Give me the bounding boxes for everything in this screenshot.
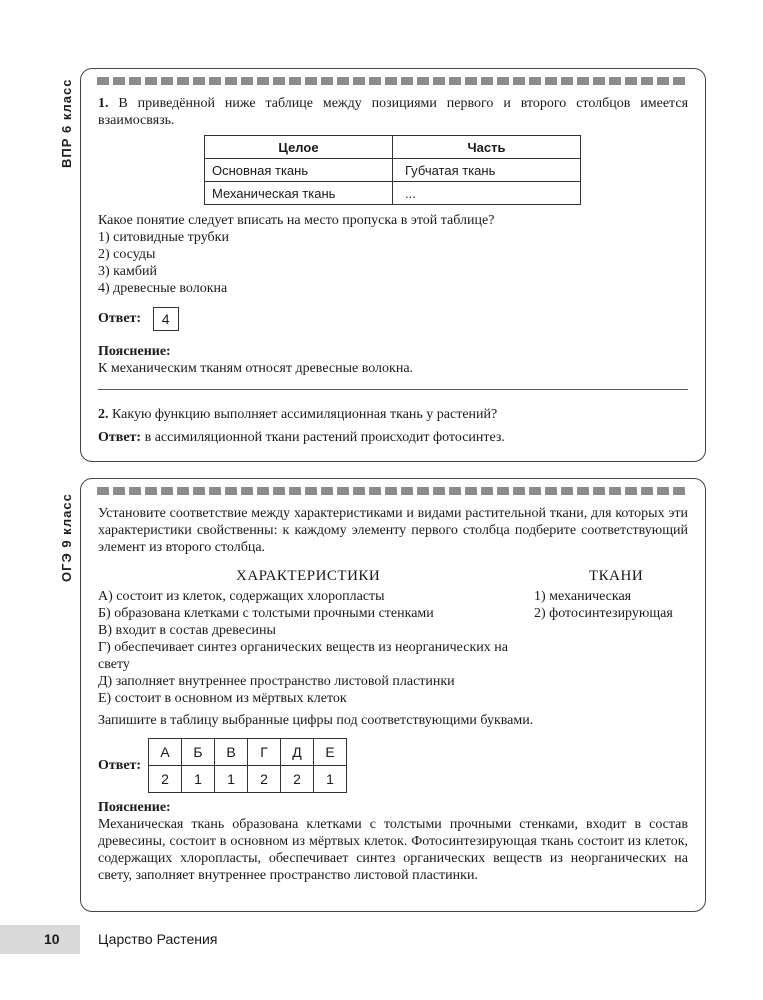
- task1-table: [204, 135, 581, 205]
- task3-answer-letter: Б: [182, 739, 215, 766]
- task1-option: 3) камбий: [98, 264, 157, 279]
- task-card-oge: [80, 478, 706, 912]
- page-number: 10: [44, 931, 60, 947]
- task3-characteristic: А) состоит из клеток, содержащих хлоропласты: [98, 589, 385, 604]
- task1-question-text: В приведённой ниже таблице между позициями первого и второго столбцов имеется взаимосвязь.: [98, 96, 689, 128]
- task3-characteristics-list: [98, 588, 508, 707]
- task3-tissue: 1) механическая: [534, 589, 632, 604]
- task1-table-cell: Механическая ткань: [205, 182, 393, 205]
- task1-table-cell: Основная ткань: [205, 159, 393, 182]
- task3-answer-letter: Г: [248, 739, 281, 766]
- task2-answer: [98, 429, 688, 446]
- task2-answer-text: в ассимиляционной ткани растений происходит фотосинтез.: [144, 430, 505, 445]
- task3-answer-letter: Д: [281, 739, 314, 766]
- task1-option: 1) ситовидные трубки: [98, 230, 229, 245]
- task1-explanation: К механическим тканям относят древесные волокна.: [98, 361, 414, 376]
- task1-table-header-whole: Целое: [205, 136, 393, 159]
- task3-tissue: 2) фотосинтезирующая: [534, 606, 673, 621]
- task1-answer-box: 4: [153, 307, 179, 331]
- task3-explanation: Механическая ткань образована клетками с толстыми прочными стенками, входит в состав древесины, состоит в основном из мёртвых клеток. Фотосинтезирующая ткань состоит из клеток, содержащих хлоропласты, обеспечивает синтез органических веществ из неорганических на свету, заполняет внутреннее пространство листовой пластинки.: [98, 817, 688, 883]
- task3-col1-title: ХАРАКТЕРИСТИКИ: [236, 568, 381, 584]
- task3-answer-digit: 2: [281, 766, 314, 793]
- dashed-header-decoration: [97, 77, 689, 85]
- side-label-vpr: ВПР 6 класс: [59, 78, 74, 168]
- task3-answer-digit: 1: [215, 766, 248, 793]
- task1-explanation-label: Пояснение:: [98, 344, 171, 359]
- task3-characteristic: Б) образована клетками с толстыми прочными стенками: [98, 606, 434, 621]
- task-divider: [98, 389, 688, 390]
- task3-characteristic: Е) состоит в основном из мёртвых клеток: [98, 691, 347, 706]
- task2-question: [98, 406, 688, 423]
- dashed-header-decoration: [97, 487, 689, 495]
- task1-option: 4) древесные волокна: [98, 281, 228, 296]
- task3-answer-label: Ответ:: [98, 758, 142, 773]
- task1-answer-label: Ответ:: [98, 311, 142, 327]
- task3-intro: Установите соответствие между характеристиками и видами растительной ткани, для которых эти характеристики свойственны: к каждому элементу первого столбца подберите соответствующий элемент из второго столбца.: [98, 506, 688, 555]
- task1-table-cell: ...: [393, 182, 581, 205]
- task2-number: 2.: [98, 407, 109, 422]
- task-card-vpr: [80, 68, 706, 462]
- footer-title: Царство Растения: [98, 931, 218, 947]
- task2-question-text: Какую функцию выполняет ассимиляционная ткань у растений?: [112, 407, 498, 422]
- footer-page-tab: [0, 925, 80, 954]
- task1-option: 2) сосуды: [98, 247, 156, 262]
- task3-characteristic: Д) заполняет внутреннее пространство листовой пластинки: [98, 674, 455, 689]
- task3-answer-letter: В: [215, 739, 248, 766]
- task1-table-cell: Губчатая ткань: [393, 159, 581, 182]
- task1-question: [98, 95, 688, 129]
- task1-number: 1.: [98, 96, 109, 111]
- task1-table-header-part: Часть: [393, 136, 581, 159]
- task3-answer-letter: А: [149, 739, 182, 766]
- task3-answer-digit: 2: [248, 766, 281, 793]
- task3-col2-title: ТКАНИ: [589, 568, 644, 584]
- task2-answer-label: Ответ:: [98, 430, 142, 445]
- task3-characteristic: Г) обеспечивает синтез органических веществ из неорганических на свету: [98, 640, 508, 672]
- task3-characteristic: В) входит в состав древесины: [98, 623, 276, 638]
- task3-instruction: Запишите в таблицу выбранные цифры под соответствующими буквами.: [98, 713, 534, 728]
- task3-explanation-label: Пояснение:: [98, 800, 171, 815]
- side-label-oge: ОГЭ 9 класс: [59, 493, 74, 583]
- task3-answer-digit: 1: [314, 766, 347, 793]
- task3-tissues-list: [534, 588, 694, 622]
- task3-answer-letter: Е: [314, 739, 347, 766]
- task3-answer-digit: 1: [182, 766, 215, 793]
- task3-answer-digit: 2: [149, 766, 182, 793]
- task3-answer-table: [148, 738, 347, 793]
- task1-prompt: Какое понятие следует вписать на место пропуска в этой таблице?: [98, 213, 495, 228]
